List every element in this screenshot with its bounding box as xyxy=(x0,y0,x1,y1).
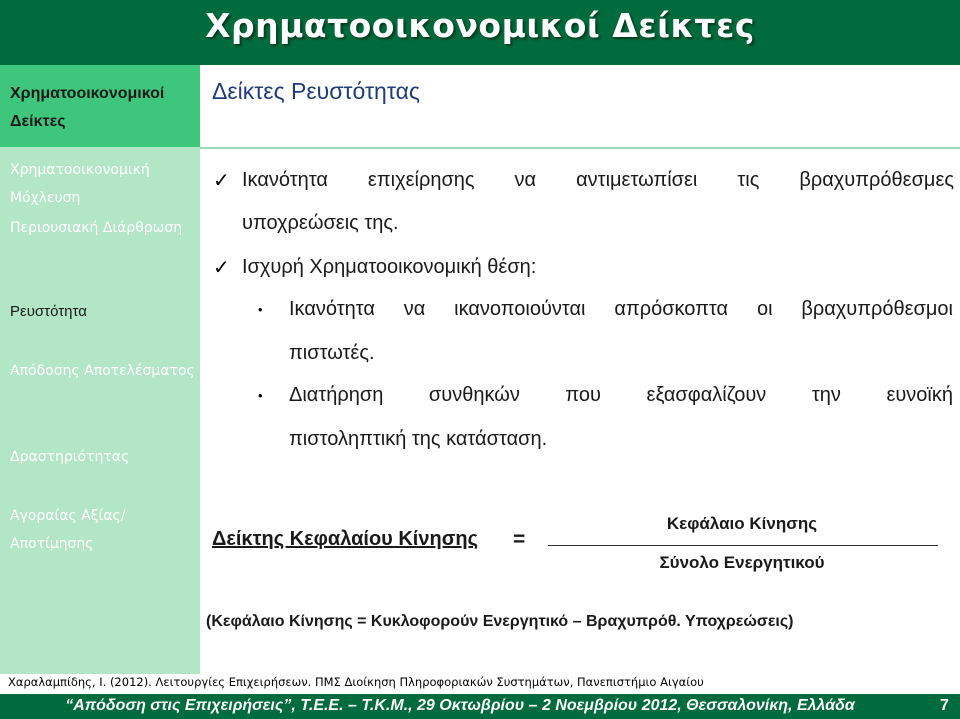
tick-text: Ικανότητα επιχείρησης να αντιμετωπίσει τις βραχυπρόθεσμες xyxy=(242,169,954,191)
bullet-icon: • xyxy=(258,302,263,317)
sidebar-item-leverage[interactable]: Χρηματοοικονομική Μόχλευση xyxy=(10,162,150,206)
checkmark-icon: ✓ xyxy=(213,170,230,192)
slide-title: Χρηματοοικονομικοί Δείκτες xyxy=(205,6,755,45)
sidebar-item-asset-structure[interactable]: Περιουσιακή Διάρθρωση xyxy=(10,220,183,236)
divider xyxy=(200,147,960,149)
formula-equals: = xyxy=(513,528,526,551)
formula-denominator: Σύνολο Ενεργητικού xyxy=(659,553,825,572)
sidebar-item-performance[interactable]: Απόδοσης Αποτελέσματος xyxy=(10,363,195,379)
formula-lhs: Δείκτης Κεφαλαίου Κίνησης xyxy=(212,528,478,550)
fraction-line xyxy=(548,545,938,546)
citation: Χαραλαμπίδης, Ι. (2012). Λειτουργίες Επιχειρήσεων. ΠΜΣ Διοίκηση Πληροφοριακών Συστημάτων, Πανεπιστήμιο Αιγαίου xyxy=(8,675,704,689)
sidebar-header-label[interactable]: Χρηματοοικονομικοί Δείκτες xyxy=(10,85,165,130)
sidebar-item-market-value[interactable]: Αγοραίας Αξίας/Αποτίμησης xyxy=(10,508,126,552)
tick-text: Ισχυρή Χρηματοοικονομική θέση: xyxy=(242,256,537,278)
bullet-icon: • xyxy=(258,388,263,403)
formula-numerator: Κεφάλαιο Κίνησης xyxy=(666,514,818,533)
checkmark-icon: ✓ xyxy=(213,257,230,279)
bullet-text-cont: πιστωτές. xyxy=(289,342,375,364)
sidebar-item-activity[interactable]: Δραστηριότητας xyxy=(10,449,130,465)
sidebar-item-liquidity[interactable]: Ρευστότητα xyxy=(10,303,87,320)
footer-text: “Απόδοση στις Επιχειρήσεις”, Τ.Ε.Ε. – Τ.Κ.Μ., 29 Οκτωβρίου – 2 Νοεμβρίου 2012, Θεσσαλονίκη, Ελλάδα xyxy=(65,697,855,714)
bullet-text: Διατήρηση συνθηκών που εξασφαλίζουν την ευνοϊκή xyxy=(289,384,953,406)
section-title: Δείκτες Ρευστότητας xyxy=(212,78,420,104)
tick-text-cont: υποχρεώσεις της. xyxy=(242,212,399,234)
page-number: 7 xyxy=(940,697,949,714)
bullet-text: Ικανότητα να ικανοποιούνται απρόσκοπτα οι βραχυπρόθεσμοι xyxy=(289,298,953,320)
formula-note: (Κεφάλαιο Κίνησης = Κυκλοφορούν Ενεργητικό – Βραχυπρόθ. Υποχρεώσεις) xyxy=(206,613,794,630)
bullet-text-cont: πιστοληπτική της κατάσταση. xyxy=(289,428,548,450)
